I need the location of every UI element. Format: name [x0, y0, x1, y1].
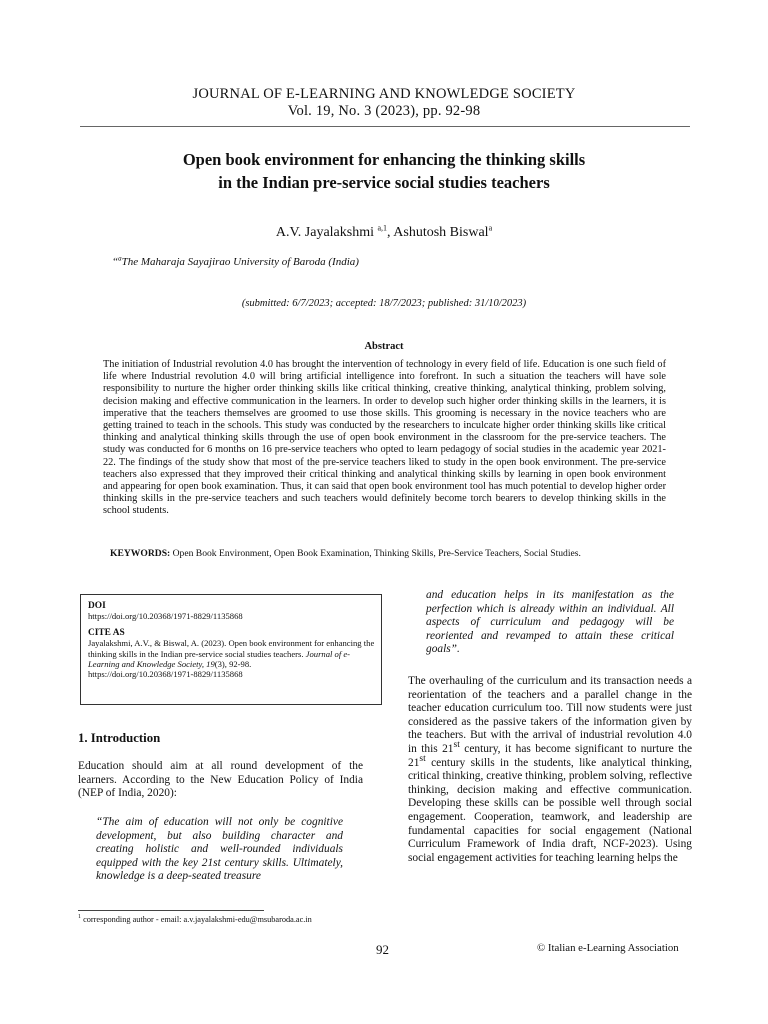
author-1-sup: a,1 [377, 223, 388, 233]
superscript-st-1: st [453, 740, 460, 751]
affiliation-sup: a [118, 254, 122, 263]
affiliation-text: The Maharaja Sayajirao University of Baroda (India) [121, 256, 359, 268]
paper-title [0, 148, 768, 194]
keywords [110, 548, 690, 559]
nep-quote: “The aim of education will not only be cognitive development, but also building character and creating holistic and well-rounded individuals equipped with the key 21st century skills. Ultimately, knowledge is a deep-seated treasure [96, 816, 343, 883]
abstract-text: The initiation of Industrial revolution 4.0 has brought the intervention of technology in every field of life. Education is one such field of life where Industrial revolution 4.0 will bring artificial intelligence into forefront. In such a situation the teachers will have sole responsibility to nurture the higher order thinking skills like critical thinking, creative thinking, analytical thinking, problem solving, decision making and effective communication in the learners. In order to develop such higher order thinking skills in the learners, it is imperative that the teachers themselves are groomed to use those skills. This grooming is necessary in the novice teachers who are getting trained to teach in the schools. This study was conducted by the researchers to inculcate higher order thinking skills like critical thinking and analytical thinking skills through the use of open book environment in the classroom for the pre-service teachers. The study was conducted for 6 months on 16 pre-service teachers who opted to learn pedagogy of social studies in the academic year 2021-22. The findings of the study show that most of the pre-service teachers liked to study in the open book environment. The pre-service teachers also expressed that they improved their critical thinking and analytical thinking skills by learning in open book environment and appearing for open book examination. Thus, it can said that open book environment tool has much potential to develop higher order thinking skills in the pre-service teachers and such teachers would definitely become torch bearers to develop thinking skills in the school students. [103, 359, 666, 517]
keywords-label: KEYWORDS: [110, 548, 171, 559]
right-column-paragraph [408, 675, 692, 865]
journal-name: JOURNAL OF E-LEARNING AND KNOWLEDGE SOCIETY [192, 86, 576, 102]
keywords-text: Open Book Environment, Open Book Examination, Thinking Skills, Pre-Service Teachers, Social Studies. [170, 548, 581, 559]
footnote-marker: 1 [78, 914, 81, 921]
citation-doi-link[interactable]: https://doi.org/10.20368/1971-8829/1135868 [88, 669, 243, 680]
author-1: A.V. Jayalakshmi [275, 225, 374, 240]
page-number: 92 [376, 942, 389, 957]
superscript-st-2: st [419, 753, 426, 764]
copyright-notice: © Italian e-Learning Association [537, 942, 679, 954]
author-2-sup: a [488, 223, 493, 233]
doi-box [80, 594, 382, 705]
citation-text: Jayalakshmi, A.V., & Biswal, A. (2023). Open book environment for enhancing the thinking skills in the Indian pre-service social studies teachers. [88, 638, 375, 659]
title-line-2: in the Indian pre-service social studies teachers [218, 173, 550, 192]
footnote-text: corresponding author - email: a.v.jayalakshmi-edu@msubaroda.ac.in [81, 915, 312, 924]
title-line-1: Open book environment for enhancing the thinking skills [182, 150, 586, 169]
paragraph-part-c: century skills in the students, like analytical thinking, critical thinking, creative thinking, problem solving, reflective thinking, decision making and effective communication. Developing these skills can be possible well through social engagement. Cooperation, teamwork, and leadership are fundamental capacities for social engagement (National Curriculum Framework of India draft, NCF-2023). Using social engagement activities for teaching learning helps the [408, 756, 692, 864]
citation-issue: (3), 92-98. [214, 659, 252, 670]
citation-journal: Journal of e-Learning and Knowledge Society, 19 [88, 648, 351, 670]
journal-volume: Vol. 19, No. 3 (2023), pp. 92-98 [287, 103, 481, 119]
paragraph-part-a: The overhauling of the curriculum and its transaction needs a reorientation of the teachers and a parallel change in the teacher education curriculum too. Till now students were just considered as the passive takers of the information given by the teachers. But with the arrival of industrial revolution 4.0 in this 21 [408, 675, 692, 755]
paragraph-part-b: century, it has become significant to nurture the 21 [408, 742, 692, 769]
doi-label: DOI [88, 601, 106, 611]
author-2: Ashutosh Biswal [393, 225, 489, 240]
author-separator: , [387, 225, 394, 240]
citation [88, 638, 375, 669]
abstract-heading: Abstract [364, 341, 404, 352]
footnote-divider [78, 910, 264, 911]
footnote [78, 915, 312, 924]
header-divider [80, 126, 690, 127]
intro-paragraph: Education should aim at all round development of the learners. According to the New Education Policy of India (NEP of India, 2020): [78, 760, 363, 800]
submission-dates: (submitted: 6/7/2023; accepted: 18/7/2023; published: 31/10/2023) [241, 298, 527, 309]
nep-quote-continued: and education helps in its manifestation as the perfection which is already within an individual. All aspects of curriculum and pedagogy will be reoriented and revamped to attain these critical goals”. [426, 589, 674, 656]
cite-label: CITE AS [88, 627, 125, 638]
journal-header [0, 86, 768, 120]
affiliation: “$^a$The Maharaja Sayajirao University of Baroda (India) [112, 254, 359, 268]
doi-link[interactable]: https://doi.org/10.20368/1971-8829/1135868 [88, 611, 243, 622]
section-heading-introduction: 1. Introduction [78, 731, 161, 745]
authors [0, 225, 768, 241]
